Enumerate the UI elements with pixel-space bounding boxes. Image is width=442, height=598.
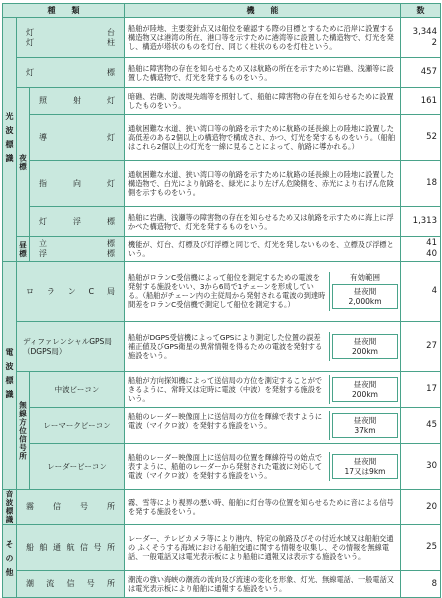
range-ramark: 昼夜間 37km xyxy=(329,411,400,440)
table-row xyxy=(3,58,441,88)
name-leading-light: 導灯 xyxy=(30,115,125,161)
func-lighthouse: 船舶が陸地、主要変針点又は船位を確認する際の目標とするために沿岸に設置する構造物又は港湾の所在、港口等を示すために港湾等に設置した構造物で、灯光を発し、構造が塔状のものを灯台、同じく柱状のものを灯柱という。 xyxy=(125,18,401,58)
func-day-marks: 機能が、灯台、灯標及び灯浮標と同じで、灯光を発しないものを、立標及び浮標という。 xyxy=(125,237,401,262)
group-other: その他 xyxy=(3,525,17,598)
table-row xyxy=(3,490,441,525)
name-floodlight: 照射灯 xyxy=(30,88,125,115)
header-count: 数 xyxy=(401,4,441,18)
table-row xyxy=(3,571,441,598)
name-loran: ロランC局 xyxy=(17,262,125,322)
group-day: 昼標 xyxy=(17,237,30,262)
count-day-marks: 41 40 xyxy=(401,237,441,262)
count-fog-signal: 20 xyxy=(401,490,441,525)
count-light-buoy: 1,313 xyxy=(401,207,441,237)
count-loran: 4 xyxy=(401,262,441,322)
count-ramark: 45 xyxy=(401,408,441,444)
count-floodlight: 161 xyxy=(401,88,441,115)
func-ramark: 船舶のレーダー映像面上に送信局の方位を輝線で表すように電波（マイクロ波）を発射する施設をいう。 昼夜間 37km xyxy=(125,408,401,444)
func-dgps: 船舶がDGPS受信機によってGPSにより測定した位置の誤差補正値及びGPS衛星の異常情報を得るための電波を発射する施設をいう。 昼夜間 200km xyxy=(125,322,401,372)
name-fog-signal: 霧信号所 xyxy=(17,490,125,525)
table-header-row xyxy=(3,4,441,18)
count-mf-beacon: 17 xyxy=(401,372,441,408)
name-tidal-signal: 潮流信号所 xyxy=(17,571,125,598)
count-light-beacon: 457 xyxy=(401,58,441,88)
name-lighthouse: 灯台 灯柱 xyxy=(17,18,125,58)
func-loran: 船舶がロランC受信機によって船位を測定するための電波を発射する施設をいい、3から6局で1チェーンを形成している。（船舶がチェーン内の主従局から発射される電波の到達時間差をロランC受信機で測定して船位を測定する。） 有効範囲 昼夜間 2,000km xyxy=(125,262,401,322)
func-radar-beacon: 船舶のレーダー映像面上に送信局の位置を輝線符号の始点で表すように、船舶のレーダーから発射された電波に対応して電波（マイクロ波）を発射する施設をいう。 昼夜間 17又は9km xyxy=(125,444,401,490)
count-radar-beacon: 30 xyxy=(401,444,441,490)
name-radar-beacon: レーダービーコン xyxy=(30,444,125,490)
group-radio-wave: 電波標識 xyxy=(3,262,17,490)
group-light-wave: 光波標識 xyxy=(3,18,17,262)
name-day-marks: 立標 浮標 xyxy=(30,237,125,262)
name-mf-beacon: 中波ビーコン xyxy=(30,372,125,408)
group-sound-wave: 音波標識 xyxy=(3,490,17,525)
table-row xyxy=(3,161,441,207)
table-row xyxy=(3,525,441,571)
func-light-beacon: 船舶に障害物の存在を知らせるため又は航路の所在を示すために岩礁、浅瀬等に設置した構造物で、灯光を発するものをいう。 xyxy=(125,58,401,88)
table-row xyxy=(3,237,441,262)
table-row xyxy=(3,262,441,322)
count-dgps: 27 xyxy=(401,322,441,372)
func-leading-light: 通航困難な水道、狭い湾口等の航路を示すために航路の延長線上の陸地に設置した高低差のある2個以上の構造物で構成され、かつ、灯光を発するものをいう。（船舶はこれら2個以上の灯光を一線に見ることによって、航路に導かれる。） xyxy=(125,115,401,161)
name-ramark: レーマークビーコン xyxy=(30,408,125,444)
count-traffic-signal: 25 xyxy=(401,525,441,571)
range-radar-beacon: 昼夜間 17又は9km xyxy=(329,452,400,481)
range-mf-beacon: 昼夜間 200km xyxy=(329,375,400,404)
name-dgps: ディファレンシャルGPS局（DGPS局） xyxy=(17,322,125,372)
range-loran: 有効範囲 昼夜間 2,000km xyxy=(329,272,400,311)
name-light-beacon: 灯標 xyxy=(17,58,125,88)
range-dgps: 昼夜間 200km xyxy=(329,332,400,361)
name-directional-light: 指向灯 xyxy=(30,161,125,207)
table-row xyxy=(3,322,441,372)
func-fog-signal: 霧、雪等により視界の悪い時、船舶に灯台等の位置を知らせるために音による信号を発する施設をいう。 xyxy=(125,490,401,525)
func-tidal-signal: 潮流の強い海峡の潮流の流向及び流速の変化を形象、灯光、無線電話、一般電話又は電光表示板により船舶に通報する施設をいう。 xyxy=(125,571,401,598)
group-directional: 無線方位信号所 xyxy=(17,372,30,490)
count-tidal-signal: 8 xyxy=(401,571,441,598)
func-light-buoy: 船舶に岩礁、浅瀬等の障害物の存在を知らせるため又は航路を示すために海上に浮かべた構造物で、灯光を発するものをいう。 xyxy=(125,207,401,237)
table-row xyxy=(3,88,441,115)
name-light-buoy: 灯浮標 xyxy=(30,207,125,237)
header-function: 機 能 xyxy=(125,4,401,18)
func-mf-beacon: 船舶が方向探知機によって送信局の方位を測定することができるように、常時又は定時に電波（中波）を発射する施設をいう。 昼夜間 200km xyxy=(125,372,401,408)
aids-to-navigation-table xyxy=(2,3,441,598)
table-row xyxy=(3,115,441,161)
table-row xyxy=(3,207,441,237)
func-traffic-signal: レーダー、テレビカメラ等により港内、特定の航路及びその付近水域又は船舶交通の ふくそうする海域における船舶交通に関する情報を収集し、その情報を無線電話、一般電話又は電光表示板により船舶に通報又は表示する施設をいう。 xyxy=(125,525,401,571)
header-kind: 種 類 xyxy=(3,4,125,18)
count-leading-light: 52 xyxy=(401,115,441,161)
table-row xyxy=(3,408,441,444)
count-lighthouse: 3,344 2 xyxy=(401,18,441,58)
func-floodlight: 暗礁、岩礁、防波堤先端等を照射して、船舶に障害物の存在を知らせるために設置したものをいう。 xyxy=(125,88,401,115)
func-directional-light: 通航困難な水道、狭い湾口等の航路を示すために航路の延長線上の陸地に設置した構造物で、白光により航路を、緑光により左げん危険側を、赤光により右げん危険側を示すものをいう。 xyxy=(125,161,401,207)
name-traffic-signal: 船舶通航信号所 xyxy=(17,525,125,571)
table-row xyxy=(3,372,441,408)
count-directional-light: 18 xyxy=(401,161,441,207)
table-row xyxy=(3,18,441,58)
group-night: 夜標 xyxy=(17,88,30,237)
table-row xyxy=(3,444,441,490)
